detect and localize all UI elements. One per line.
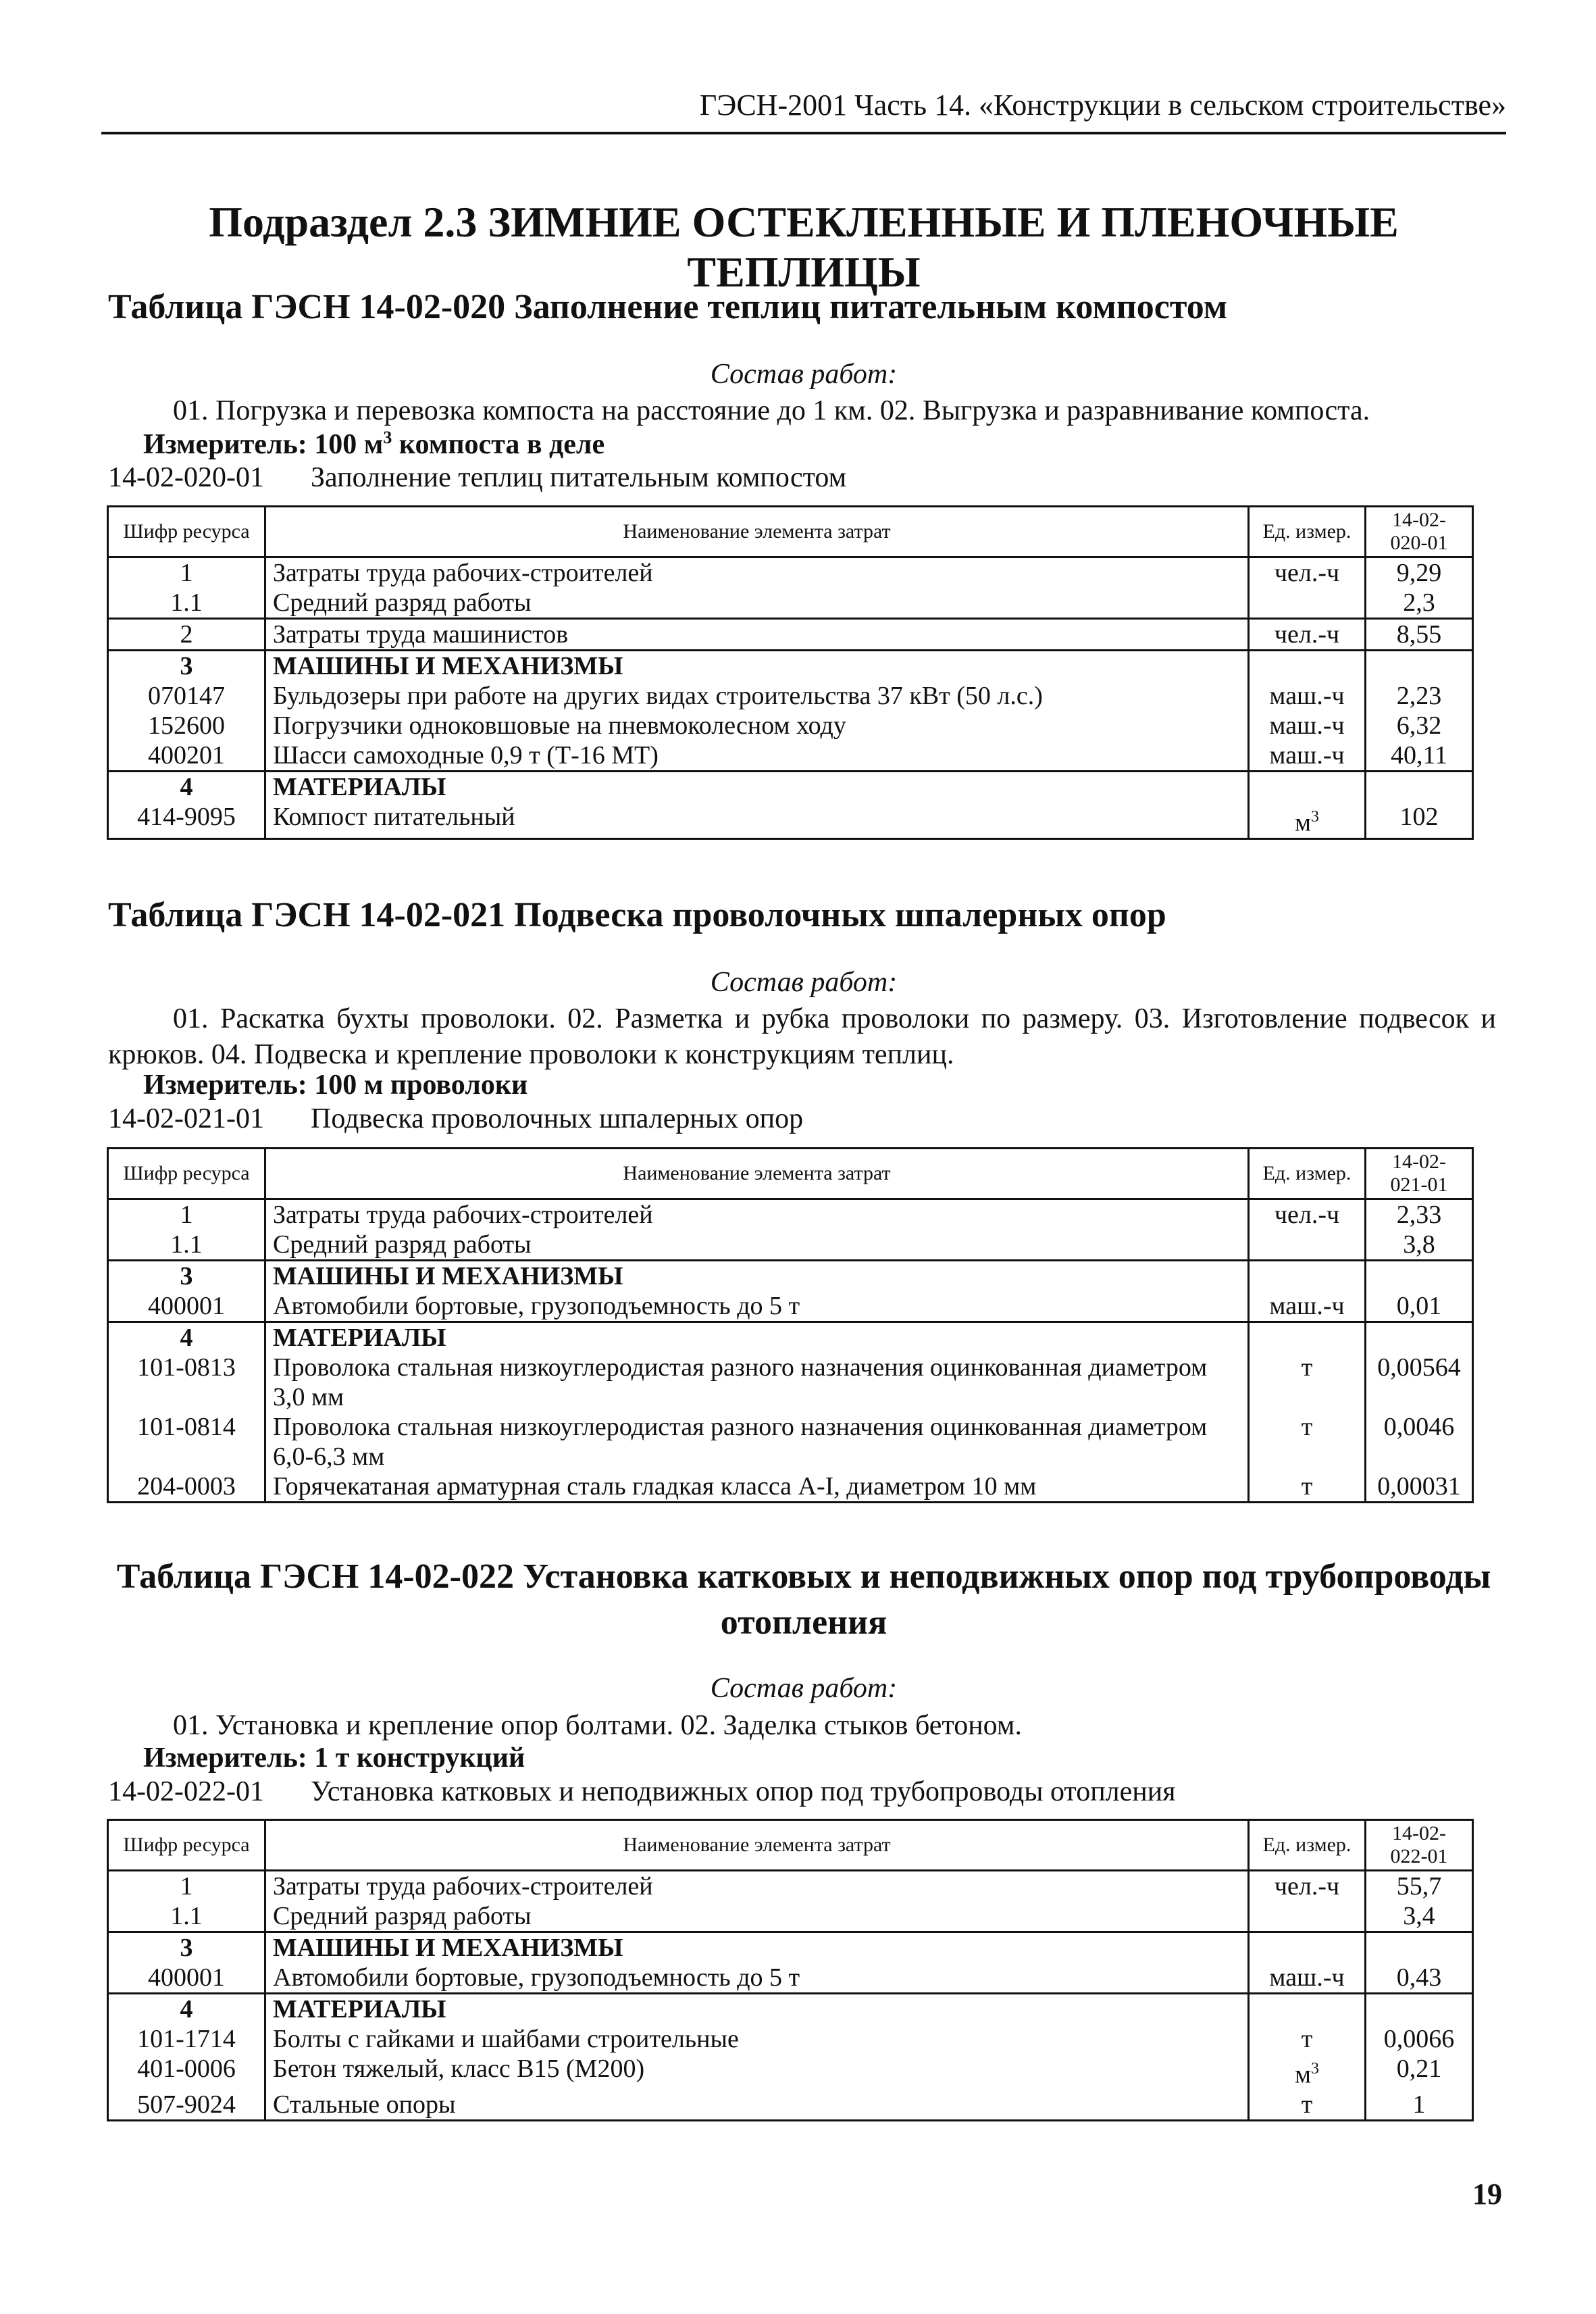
norm-value: 0,0046 [1366, 1412, 1473, 1472]
norm-name: Установка катковых и неподвижных опор под трубопроводы отопления [311, 1776, 1176, 1807]
unit-cell [1249, 1871, 1366, 1902]
resource-code: 4 [108, 772, 265, 803]
column-header-code: Шифр ресурса [108, 507, 265, 557]
table-row [108, 1353, 1473, 1412]
unit-cell [1249, 1353, 1366, 1412]
column-header-norm [1366, 1149, 1473, 1199]
resource-code: 4 [108, 1994, 265, 2025]
norm-value: 2,23 [1366, 681, 1473, 711]
norm-header-line1: 14-02- [1392, 1151, 1446, 1173]
table-row [108, 1230, 1473, 1261]
cost-element-name: Автомобили бортовые, грузоподъемность до 5 т [265, 1291, 1249, 1322]
unit: маш.-ч [1269, 741, 1345, 770]
cost-table-021 [107, 1147, 1474, 1503]
resource-code: 401-0006 [108, 2054, 265, 2090]
unit-cell [1249, 1472, 1366, 1503]
unit: чел.-ч [1274, 1872, 1340, 1901]
column-header-name: Наименование элемента затрат [265, 507, 1249, 557]
column-header-code: Шифр ресурса [108, 1820, 265, 1871]
unit: м [1294, 808, 1312, 837]
norm-value: 6,32 [1366, 711, 1473, 740]
column-header-unit: Ед. измер. [1249, 1149, 1366, 1199]
work-composition-text-022: 01. Установка и крепление опор болтами. 02. Заделка стыков бетоном. [173, 1710, 1022, 1741]
unit: т [1301, 2025, 1313, 2053]
unit-cell [1249, 1412, 1366, 1472]
table-row [108, 1291, 1473, 1322]
table-row [108, 2054, 1473, 2090]
measure-022 [143, 1742, 525, 1774]
unit: чел.-ч [1274, 1201, 1340, 1229]
cost-element-name: Проволока стальная низкоуглеродистая разного назначения оцинкованная диаметром 3,0 мм [265, 1353, 1249, 1412]
unit: м [1294, 2060, 1312, 2089]
cost-table-022 [107, 1819, 1474, 2121]
table-row [108, 740, 1473, 772]
norm-code: 14-02-020-01 [108, 462, 264, 493]
norm-value [1366, 772, 1473, 803]
table-row [108, 1901, 1473, 1932]
cost-element-name: МАШИНЫ И МЕХАНИЗМЫ [265, 651, 1249, 682]
unit-cell [1249, 1291, 1366, 1322]
norm-value: 0,0066 [1366, 2024, 1473, 2054]
work-composition-label-021: Состав работ: [710, 967, 898, 998]
unit-cell [1249, 651, 1366, 682]
norm-header-line1: 14-02- [1392, 509, 1446, 531]
norm-value: 0,00031 [1366, 1472, 1473, 1503]
unit-cell [1249, 711, 1366, 740]
table-row [108, 1963, 1473, 1994]
unit-sup: 3 [1311, 808, 1320, 826]
unit: чел.-ч [1274, 620, 1340, 649]
norm-value [1366, 1322, 1473, 1353]
table-row [108, 1871, 1473, 1902]
table-row [108, 1994, 1473, 2025]
cost-element-name: Затраты труда рабочих-строителей [265, 1871, 1249, 1902]
cost-element-name: Бульдозеры при работе на других видах строительства 37 кВт (50 л.с.) [265, 681, 1249, 711]
resource-code: 3 [108, 651, 265, 682]
work-composition-label-020: Состав работ: [710, 359, 898, 390]
norm-value: 0,21 [1366, 2054, 1473, 2090]
unit-cell [1249, 1261, 1366, 1292]
norm-value: 8,55 [1366, 619, 1473, 651]
measure-value: 100 м [314, 429, 384, 460]
cost-element-name: Горячекатаная арматурная сталь гладкая класса А-I, диаметром 10 мм [265, 1472, 1249, 1503]
resource-code: 3 [108, 1932, 265, 1963]
table-row [108, 2024, 1473, 2054]
table-row [108, 651, 1473, 682]
cost-element-name: МАШИНЫ И МЕХАНИЗМЫ [265, 1261, 1249, 1292]
cost-element-name: Стальные опоры [265, 2090, 1249, 2121]
unit: т [1301, 1353, 1313, 1382]
unit: маш.-ч [1269, 711, 1345, 740]
norm-line-020 [108, 461, 846, 494]
unit-cell [1249, 588, 1366, 619]
unit: чел.-ч [1274, 559, 1340, 587]
measure-label: Измеритель: [143, 1070, 307, 1101]
unit-cell [1249, 1963, 1366, 1994]
table-title-line2: отопления [720, 1603, 887, 1642]
norm-code: 14-02-021-01 [108, 1103, 264, 1134]
unit: маш.-ч [1269, 682, 1345, 710]
measure-021 [143, 1069, 527, 1101]
resource-code: 070147 [108, 681, 265, 711]
unit-cell [1249, 772, 1366, 803]
unit-cell [1249, 681, 1366, 711]
cost-element-name: МАТЕРИАЛЫ [265, 1322, 1249, 1353]
unit: маш.-ч [1269, 1292, 1345, 1320]
norm-code: 14-02-022-01 [108, 1776, 264, 1807]
measure-020 [143, 428, 604, 461]
work-composition-text-021: 01. Раскатка бухты проволоки. 02. Разметка и рубка проволоки по размеру. 03. Изготовление подвесок и крюков. 04. Подвеска и крепление проволоки к конструкциям теплиц. [108, 1003, 1496, 1070]
table-row [108, 619, 1473, 651]
table-row [108, 1932, 1473, 1963]
resource-code: 1 [108, 557, 265, 588]
unit-cell [1249, 1230, 1366, 1261]
table-row [108, 588, 1473, 619]
table-title-022 [101, 1554, 1506, 1646]
cost-element-name: Средний разряд работы [265, 1230, 1249, 1261]
resource-code: 1 [108, 1199, 265, 1230]
cost-element-name: Шасси самоходные 0,9 т (Т-16 МТ) [265, 740, 1249, 772]
norm-value [1366, 1932, 1473, 1963]
resource-code: 400201 [108, 740, 265, 772]
unit-cell [1249, 1994, 1366, 2025]
cost-element-name: Средний разряд работы [265, 588, 1249, 619]
norm-value: 55,7 [1366, 1871, 1473, 1902]
table-header-row [108, 507, 1473, 557]
norm-value: 0,43 [1366, 1963, 1473, 1994]
norm-name: Заполнение теплиц питательным компостом [311, 462, 847, 493]
unit-cell [1249, 1199, 1366, 1230]
unit-cell [1249, 619, 1366, 651]
unit: т [1301, 2090, 1313, 2119]
cost-element-name: Болты с гайками и шайбами строительные [265, 2024, 1249, 2054]
unit: т [1301, 1472, 1313, 1501]
measure-rest: компоста в деле [392, 429, 605, 460]
cost-element-name: Компост питательный [265, 802, 1249, 838]
norm-value: 40,11 [1366, 740, 1473, 772]
measure-value: 1 т конструкций [314, 1742, 525, 1774]
resource-code: 101-0814 [108, 1412, 265, 1472]
resource-code: 3 [108, 1261, 265, 1292]
norm-value: 102 [1366, 802, 1473, 838]
cost-element-name: Затраты труда машинистов [265, 619, 1249, 651]
norm-header-line2: 020-01 [1390, 532, 1448, 554]
column-header-name: Наименование элемента затрат [265, 1820, 1249, 1871]
table-row [108, 802, 1473, 838]
table-header-row [108, 1149, 1473, 1199]
table-row [108, 1261, 1473, 1292]
norm-value: 2,33 [1366, 1199, 1473, 1230]
measure-sup: 3 [383, 428, 392, 447]
resource-code: 400001 [108, 1291, 265, 1322]
norm-header-line2: 021-01 [1390, 1174, 1448, 1196]
column-header-norm [1366, 507, 1473, 557]
column-header-norm [1366, 1820, 1473, 1871]
unit-sup: 3 [1311, 2060, 1320, 2078]
cost-element-name: Средний разряд работы [265, 1901, 1249, 1932]
resource-code: 4 [108, 1322, 265, 1353]
unit: т [1301, 1413, 1313, 1441]
table-title-021: Таблица ГЭСН 14-02-021 Подвеска проволочных шпалерных опор [108, 896, 1166, 934]
cost-element-name: Автомобили бортовые, грузоподъемность до 5 т [265, 1963, 1249, 1994]
table-row [108, 2090, 1473, 2121]
norm-value: 3,4 [1366, 1901, 1473, 1932]
unit-cell [1249, 557, 1366, 588]
table-header-row [108, 1820, 1473, 1871]
table-row [108, 772, 1473, 803]
resource-code: 414-9095 [108, 802, 265, 838]
cost-element-name: МАТЕРИАЛЫ [265, 1994, 1249, 2025]
norm-value [1366, 1261, 1473, 1292]
page-number: 19 [1472, 2178, 1502, 2211]
measure-value: 100 м проволоки [314, 1070, 528, 1101]
norm-line-022 [108, 1776, 1176, 1808]
table-row [108, 557, 1473, 588]
unit-cell [1249, 1901, 1366, 1932]
table-row [108, 681, 1473, 711]
unit-cell [1249, 2054, 1366, 2090]
cost-table-020 [107, 505, 1474, 840]
column-header-name: Наименование элемента затрат [265, 1149, 1249, 1199]
subsection-title: Подраздел 2.3 ЗИМНИЕ ОСТЕКЛЕННЫЕ И ПЛЕНОЧНЫЕ ТЕПЛИЦЫ [209, 198, 1399, 296]
cost-element-name: МАТЕРИАЛЫ [265, 772, 1249, 803]
cost-element-name: Погрузчики одноковшовые на пневмоколесном ходу [265, 711, 1249, 740]
resource-code: 1 [108, 1871, 265, 1902]
resource-code: 1.1 [108, 1901, 265, 1932]
norm-value [1366, 651, 1473, 682]
column-header-unit: Ед. измер. [1249, 1820, 1366, 1871]
norm-value [1366, 1994, 1473, 2025]
column-header-unit: Ед. измер. [1249, 507, 1366, 557]
measure-label: Измеритель: [143, 429, 307, 460]
norm-value: 3,8 [1366, 1230, 1473, 1261]
norm-header-line1: 14-02- [1392, 1822, 1446, 1844]
unit-cell [1249, 2024, 1366, 2054]
norm-value: 1 [1366, 2090, 1473, 2121]
resource-code: 400001 [108, 1963, 265, 1994]
resource-code: 204-0003 [108, 1472, 265, 1503]
table-row [108, 1199, 1473, 1230]
column-header-code: Шифр ресурса [108, 1149, 265, 1199]
table-title-020: Таблица ГЭСН 14-02-020 Заполнение теплиц питательным компостом [108, 288, 1228, 326]
resource-code: 507-9024 [108, 2090, 265, 2121]
norm-value: 2,3 [1366, 588, 1473, 619]
table-row [108, 711, 1473, 740]
unit-cell [1249, 740, 1366, 772]
table-row [108, 1322, 1473, 1353]
work-composition-label-022: Состав работ: [710, 1673, 898, 1704]
resource-code: 2 [108, 619, 265, 651]
norm-line-021 [108, 1103, 803, 1135]
norm-header-line2: 022-01 [1390, 1845, 1448, 1867]
work-composition-text-020: 01. Погрузка и перевозка компоста на расстояние до 1 км. 02. Выгрузка и разравнивание компоста. [173, 395, 1370, 426]
table-title-line1: Таблица ГЭСН 14-02-022 Установка катковых и неподвижных опор под трубопроводы [116, 1557, 1491, 1596]
resource-code: 101-1714 [108, 2024, 265, 2054]
unit-cell [1249, 1322, 1366, 1353]
cost-element-name: Проволока стальная низкоуглеродистая разного назначения оцинкованная диаметром 6,0-6,3 мм [265, 1412, 1249, 1472]
resource-code: 152600 [108, 711, 265, 740]
cost-element-name: МАШИНЫ И МЕХАНИЗМЫ [265, 1932, 1249, 1963]
unit: маш.-ч [1269, 1963, 1345, 1992]
unit-cell [1249, 2090, 1366, 2121]
norm-value: 9,29 [1366, 557, 1473, 588]
unit-cell [1249, 1932, 1366, 1963]
table-row [108, 1472, 1473, 1503]
measure-label: Измеритель: [143, 1742, 307, 1774]
table-row [108, 1412, 1473, 1472]
resource-code: 101-0813 [108, 1353, 265, 1412]
resource-code: 1.1 [108, 1230, 265, 1261]
cost-element-name: Бетон тяжелый, класс В15 (М200) [265, 2054, 1249, 2090]
running-header: ГЭСН-2001 Часть 14. «Конструкции в сельском строительстве» [101, 88, 1506, 134]
cost-element-name: Затраты труда рабочих-строителей [265, 1199, 1249, 1230]
norm-name: Подвеска проволочных шпалерных опор [311, 1103, 804, 1134]
norm-value: 0,00564 [1366, 1353, 1473, 1412]
cost-element-name: Затраты труда рабочих-строителей [265, 557, 1249, 588]
norm-value: 0,01 [1366, 1291, 1473, 1322]
unit-cell [1249, 802, 1366, 838]
resource-code: 1.1 [108, 588, 265, 619]
